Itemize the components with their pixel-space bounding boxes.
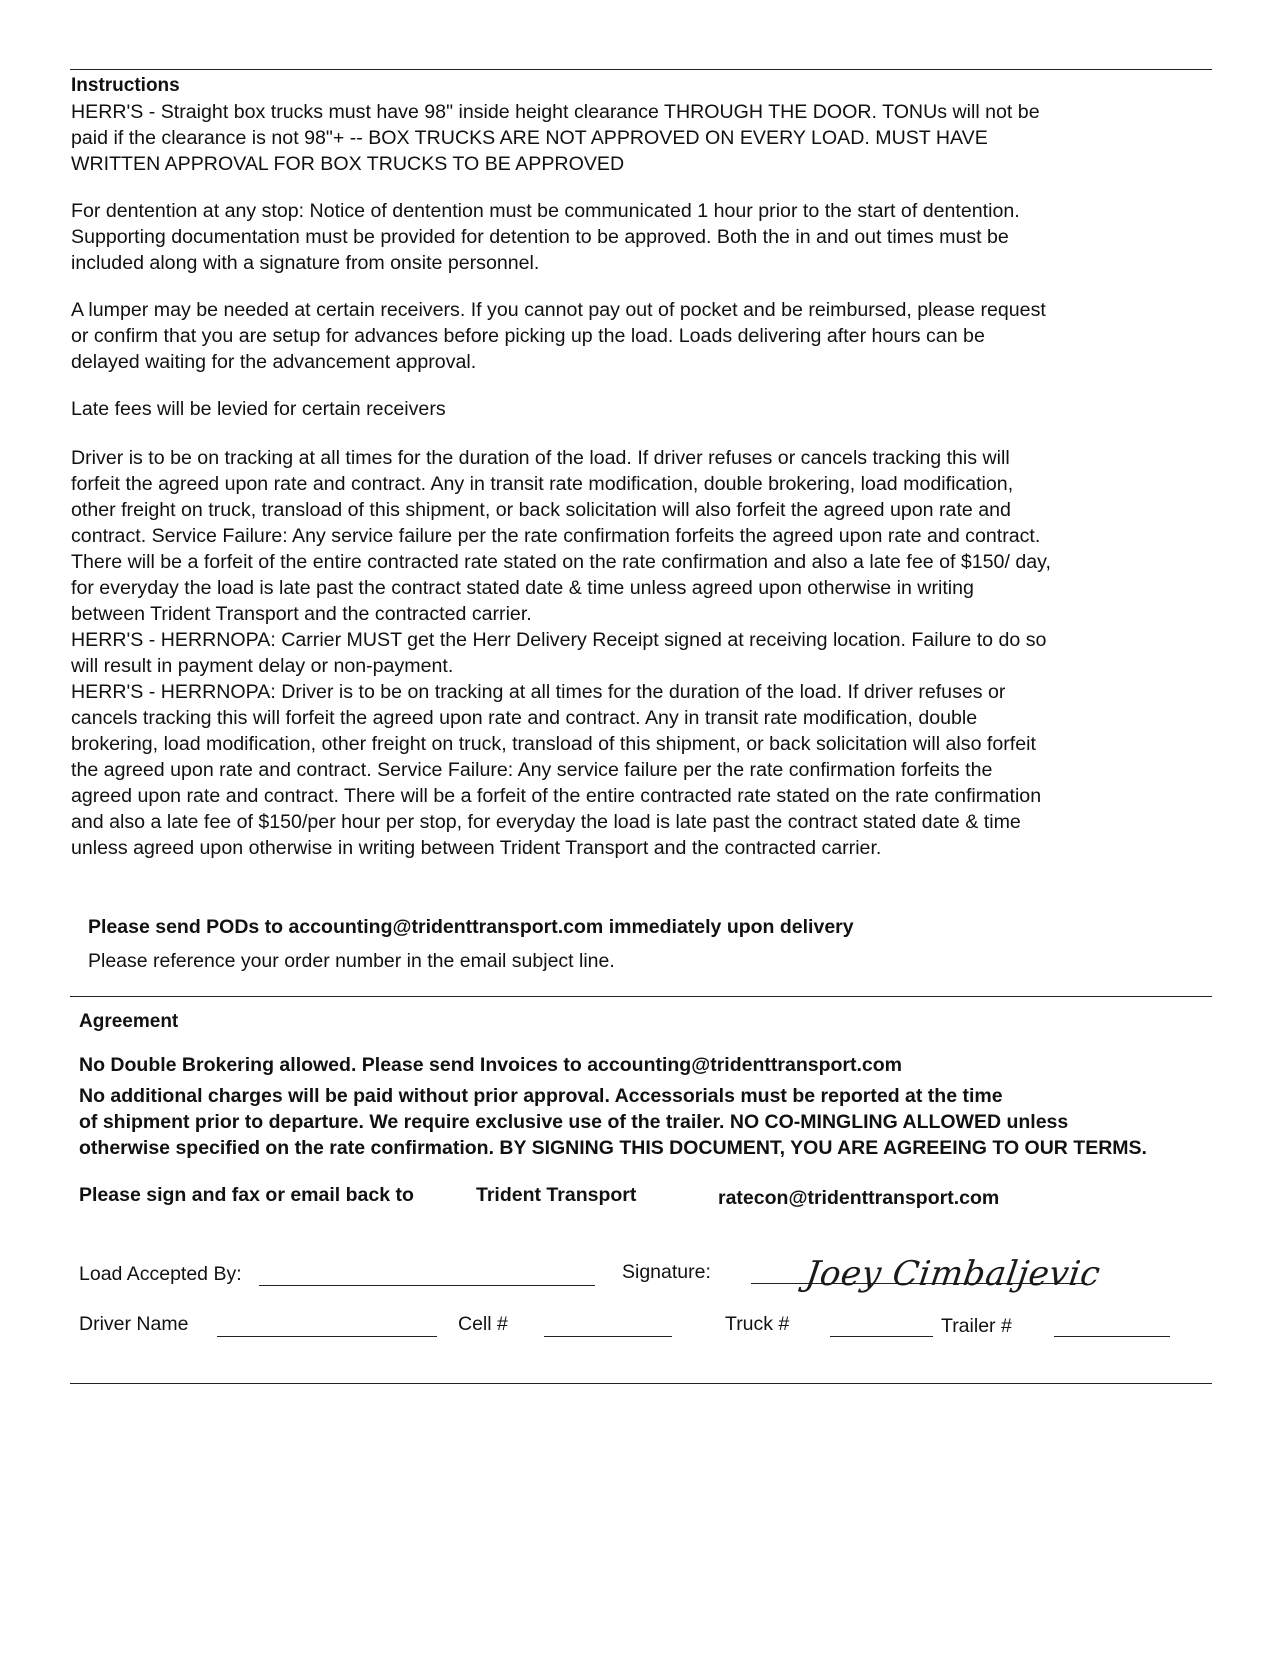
pod-reference: Please reference your order number in the email subject line. xyxy=(88,950,615,972)
text-line: between Trident Transport and the contracted carrier. xyxy=(71,603,532,625)
trailer-input[interactable] xyxy=(1054,1336,1170,1337)
charges-paragraph xyxy=(79,1083,1147,1161)
load-accepted-label: Load Accepted By: xyxy=(79,1263,242,1285)
top-divider xyxy=(70,69,1212,70)
text-line: cancels tracking this will forfeit the agreed upon rate and contract. Any in transit rate modification, double xyxy=(71,707,978,729)
text-line: Supporting documentation must be provided for detention to be approved. Both the in and out times must be xyxy=(71,226,1009,248)
text-line: unless agreed upon otherwise in writing between Trident Transport and the contracted carrier. xyxy=(71,837,882,859)
instructions-heading: Instructions xyxy=(71,75,180,96)
text-line: contract. Service Failure: Any service failure per the rate confirmation forfeits the agreed upon rate and contract. xyxy=(71,525,1041,547)
text-line: otherwise specified on the rate confirmation. BY SIGNING THIS DOCUMENT, YOU ARE AGREEING TO OUR TERMS. xyxy=(79,1137,1147,1159)
text-line: brokering, load modification, other freight on truck, transload of this shipment, or back solicitation will also forfeit xyxy=(71,733,1036,755)
text-line: the agreed upon rate and contract. Service Failure: Any service failure per the rate confirmation forfeits the xyxy=(71,759,993,781)
truck-label: Truck # xyxy=(725,1313,790,1335)
text-line: HERR'S - HERRNOPA: Driver is to be on tracking at all times for the duration of the load. If driver refuses or xyxy=(71,681,1006,703)
text-line: agreed upon rate and contract. There will be a forfeit of the entire contracted rate stated on the rate confirmation xyxy=(71,785,1042,807)
text-line: forfeit the agreed upon rate and contract. Any in transit rate modification, double brokering, load modification, xyxy=(71,473,1014,495)
text-line: Driver is to be on tracking at all times for the duration of the load. If driver refuses or cancels tracking this will xyxy=(71,447,1010,469)
text-line: HERR'S - HERRNOPA: Carrier MUST get the Herr Delivery Receipt signed at receiving location. Failure to do so xyxy=(71,629,1047,651)
lumper-paragraph xyxy=(71,297,1211,375)
detention-paragraph xyxy=(71,198,1211,276)
text-line: for everyday the load is late past the contract stated date & time unless agreed upon otherwise in writing xyxy=(71,577,974,599)
late-fees-paragraph xyxy=(71,396,1211,422)
text-line: For dentention at any stop: Notice of dentention must be communicated 1 hour prior to the start of dentention. xyxy=(71,200,1020,222)
company-name: Trident Transport xyxy=(476,1184,637,1206)
agreement-heading: Agreement xyxy=(79,1011,179,1032)
text-line: or confirm that you are setup for advances before picking up the load. Loads delivering after hours can be xyxy=(71,325,985,347)
driver-name-input[interactable] xyxy=(217,1336,437,1337)
text-line: WRITTEN APPROVAL FOR BOX TRUCKS TO BE APPROVED xyxy=(71,153,625,175)
box-truck-paragraph xyxy=(71,99,1211,177)
bottom-divider xyxy=(70,1383,1212,1384)
text-line: and also a late fee of $150/per hour per stop, for everyday the load is late past the contract stated date & time xyxy=(71,811,1021,833)
text-line: A lumper may be needed at certain receivers. If you cannot pay out of pocket and be reimbursed, please request xyxy=(71,299,1046,321)
signature-value: Joey Cimbaljevic xyxy=(803,1254,1103,1294)
text-line: of shipment prior to departure. We require exclusive use of the trailer. NO CO-MINGLING ALLOWED unless xyxy=(79,1111,1069,1133)
pod-notice: Please send PODs to accounting@tridenttransport.com immediately upon delivery xyxy=(88,916,854,938)
tracking-paragraph xyxy=(71,445,1211,861)
ratecon-email-link[interactable]: ratecon@tridenttransport.com xyxy=(718,1187,1000,1209)
truck-input[interactable] xyxy=(830,1336,933,1337)
load-accepted-input[interactable] xyxy=(259,1285,595,1286)
text-line: HERR'S - Straight box trucks must have 98" inside height clearance THROUGH THE DOOR. TONUs will not be xyxy=(71,101,1040,123)
text-line: included along with a signature from onsite personnel. xyxy=(71,252,540,274)
text-line: will result in payment delay or non-payment. xyxy=(71,655,454,677)
driver-name-label: Driver Name xyxy=(79,1313,189,1335)
text-line: No additional charges will be paid without prior approval. Accessorials must be reported at the time xyxy=(79,1085,1003,1107)
signature-label: Signature: xyxy=(622,1261,711,1283)
text-line: There will be a forfeit of the entire contracted rate stated on the rate confirmation and also a late fee of $150/ day, xyxy=(71,551,1051,573)
text-line: Late fees will be levied for certain receivers xyxy=(71,398,446,420)
cell-input[interactable] xyxy=(544,1336,672,1337)
cell-label: Cell # xyxy=(458,1313,508,1335)
section-divider xyxy=(70,996,1212,997)
sign-back-label: Please sign and fax or email back to xyxy=(79,1184,414,1206)
text-line: paid if the clearance is not 98"+ -- BOX TRUCKS ARE NOT APPROVED ON EVERY LOAD. MUST HAVE xyxy=(71,127,988,149)
text-line: delayed waiting for the advancement approval. xyxy=(71,351,477,373)
trailer-label: Trailer # xyxy=(941,1315,1012,1337)
double-brokering-notice: No Double Brokering allowed. Please send Invoices to accounting@tridenttransport.com xyxy=(79,1054,902,1076)
text-line: other freight on truck, transload of this shipment, or back solicitation will also forfeit the agreed upon rate and xyxy=(71,499,1011,521)
